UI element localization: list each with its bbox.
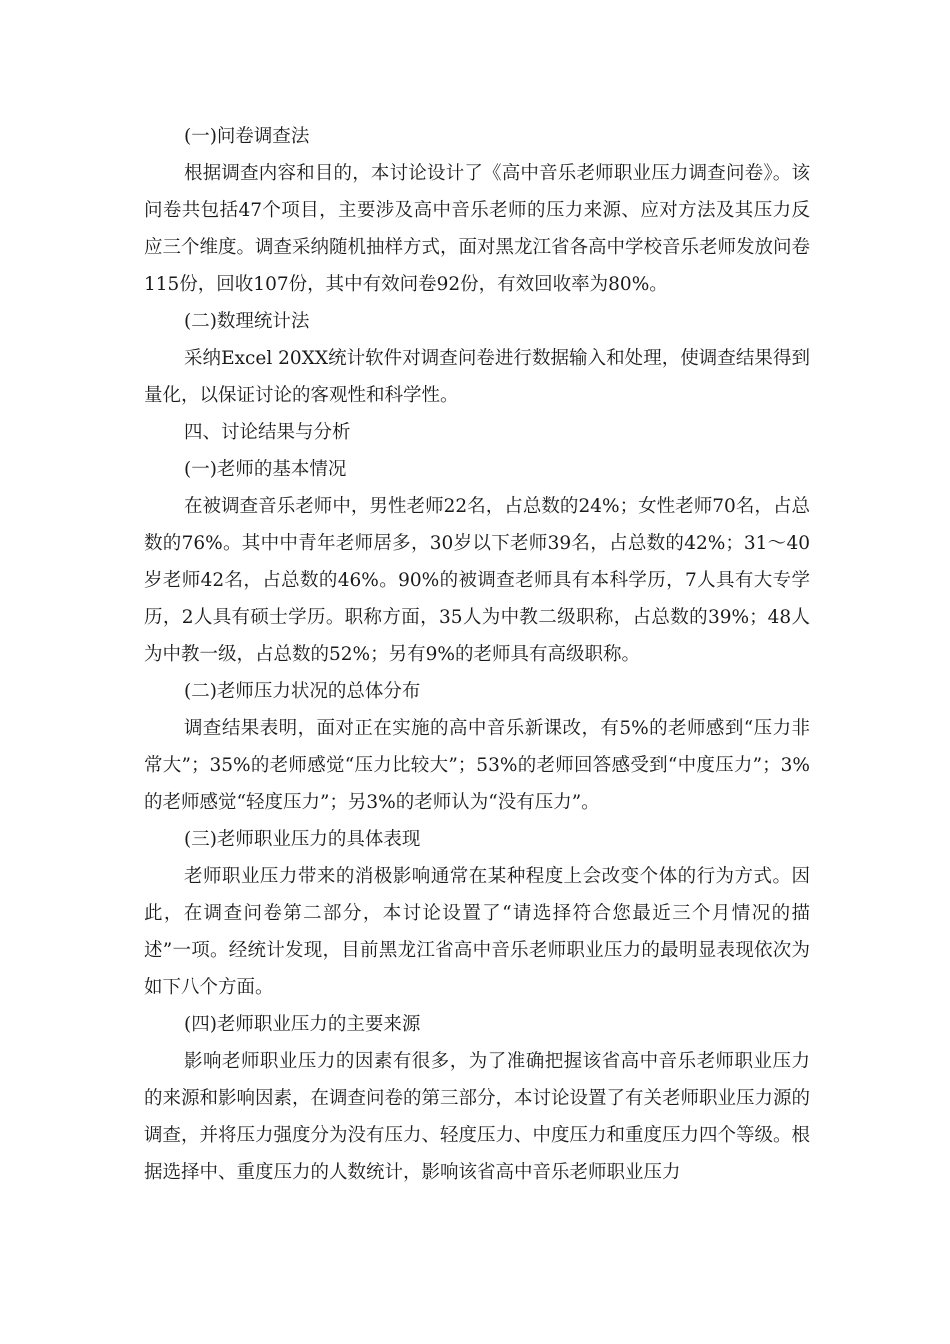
paragraph-manifestation: 老师职业压力带来的消极影响通常在某种程度上会改变个体的行为方式。因此，在调查问卷第二部分，本讨论设置了“请选择符合您最近三个月情况的描述”一项。经统计发现，目前黑龙江省高中音乐老师职业压力的最明显表现依次为如下八个方面。 [144,866,810,998]
paragraph-statistics: 采纳Excel 20XX统计软件对调查问卷进行数据输入和处理，使调查结果得到量化，以保证讨论的客观性和科学性。 [144,348,810,406]
paragraph-distribution: 调查结果表明，面对正在实施的高中音乐新课改，有5%的老师感到“压力非常大”；35%的老师感觉“压力比较大”；53%的老师回答感受到“中度压力”；3%的老师感觉“轻度压力”；另3%的老师认为“没有压力”。 [144,718,810,813]
section-heading-basic-info: (一)老师的基本情况 [184,459,347,480]
section-heading-statistics: (二)数理统计法 [184,311,310,332]
section-heading-questionnaire: (一)问卷调查法 [184,126,310,147]
document-body [144,118,810,1191]
section-heading-distribution: (二)老师压力状况的总体分布 [184,681,421,702]
paragraph-questionnaire: 根据调查内容和目的，本讨论设计了《高中音乐老师职业压力调查问卷》。该问卷共包括47个项目，主要涉及高中音乐老师的压力来源、应对方法及其压力反应三个维度。调查采纳随机抽样方式，面对黑龙江省各高中学校音乐老师发放问卷115份，回收107份，其中有效问卷92份，有效回收率为80%。 [144,163,811,295]
paragraph-sources: 影响老师职业压力的因素有很多，为了准确把握该省高中音乐老师职业压力的来源和影响因素，在调查问卷的第三部分，本讨论设置了有关老师职业压力源的调查，并将压力强度分为没有压力、轻度压力、中度压力和重度压力四个等级。根据选择中、重度压力的人数统计，影响该省高中音乐老师职业压力 [144,1051,811,1183]
paragraph-basic-info: 在被调查音乐老师中，男性老师22名，占总数的24%；女性老师70名，占总数的76%。其中中青年老师居多，30岁以下老师39名，占总数的42%；31～40岁老师42名，占总数的46%。90%的被调查老师具有本科学历，7人具有大专学历，2人具有硕士学历。职称方面，35人为中教二级职称，占总数的39%；48人为中教一级，占总数的52%；另有9%的老师具有高级职称。 [144,496,810,665]
section-heading-sources: (四)老师职业压力的主要来源 [184,1014,421,1035]
chapter-heading-results: 四、讨论结果与分析 [184,422,351,443]
section-heading-manifestation: (三)老师职业压力的具体表现 [184,829,421,850]
